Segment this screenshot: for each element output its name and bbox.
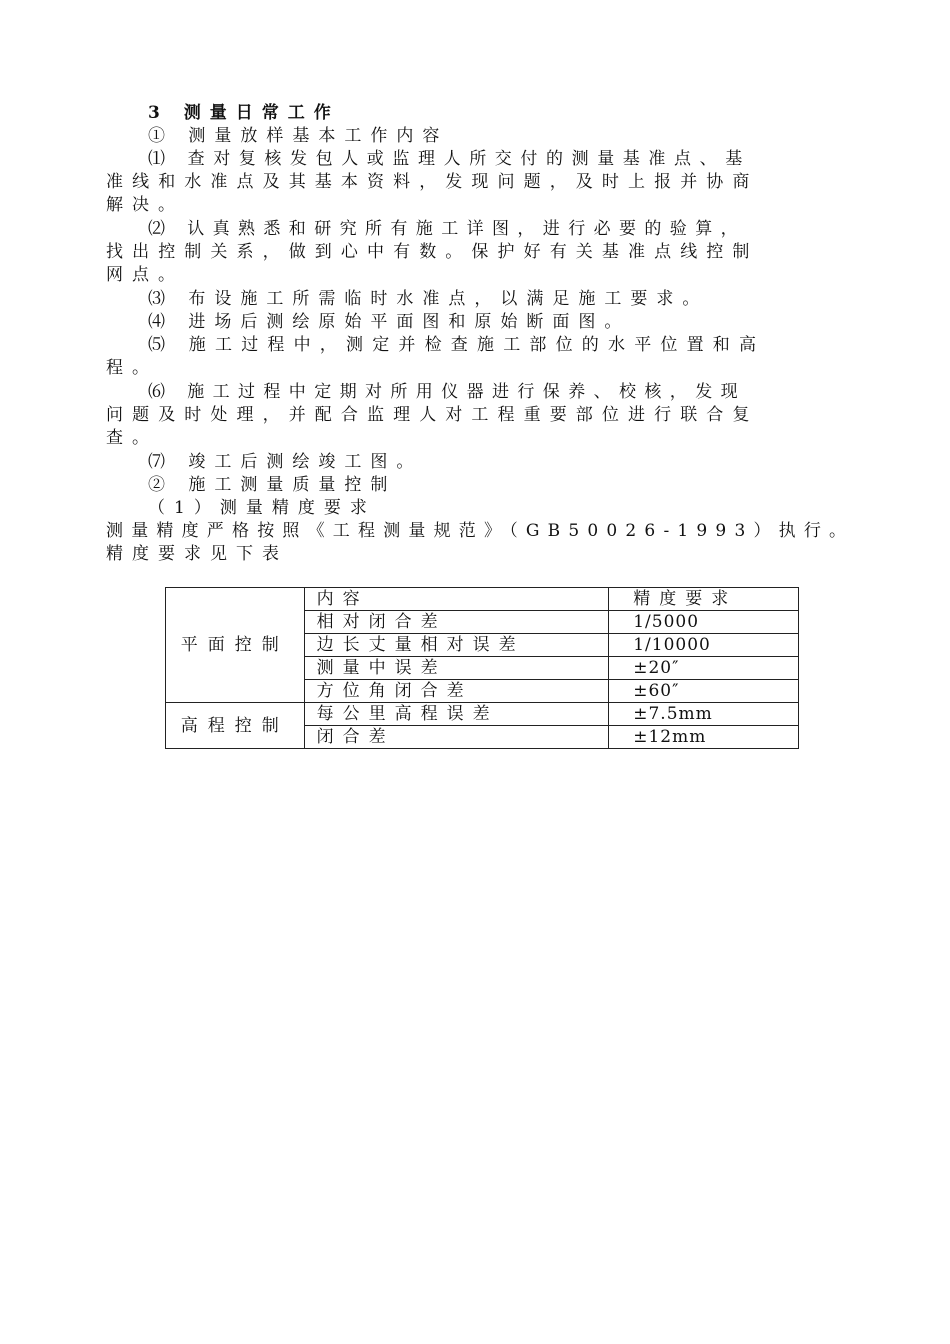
row-value: 1/10000 (609, 634, 799, 657)
row-item: 测量中误差 (304, 657, 609, 680)
precision-table (165, 587, 799, 749)
item-5-line-1: ⑸ 施工过程中，测定并检查施工部位的水平位置和高 (148, 335, 766, 355)
subheading-basic-work: ① 测量放样基本工作内容 (148, 126, 449, 146)
subheading-quality-control: ② 施工测量质量控制 (148, 475, 397, 495)
item-6-line-1: ⑹ 施工过程中定期对所用仪器进行保养、校核，发现 (148, 382, 747, 402)
header-requirement: 精度要求 (609, 588, 799, 611)
item-6-line-2: 问题及时处理，并配合监理人对工程重要部位进行联合复 (106, 405, 759, 425)
row-item: 每公里高程误差 (304, 703, 609, 726)
group-elevation-control: 高程控制 (166, 703, 305, 749)
table-row (166, 703, 799, 726)
row-item: 相对闭合差 (304, 611, 609, 634)
item-1-line-1: ⑴ 查对复核发包人或监理人所交付的测量基准点、基 (148, 149, 751, 169)
item-4: ⑷ 进场后测绘原始平面图和原始断面图。 (148, 312, 631, 332)
item-2-line-1: ⑵ 认真熟悉和研究所有施工详图，进行必要的验算， (148, 219, 747, 239)
item-1-line-3: 解决。 (106, 195, 184, 215)
section-heading: 3 测量日常工作 (148, 103, 340, 123)
row-item: 边长丈量相对误差 (304, 634, 609, 657)
item-2-line-2: 找出控制关系，做到心中有数。保护好有关基准点线控制 (106, 242, 759, 262)
row-item: 闭合差 (304, 726, 609, 749)
body-standard: 测量精度严格按照《工程测量规范》（GB50026-1993）执行。 (106, 521, 855, 541)
row-value: ±12mm (609, 726, 799, 749)
item-5-line-2: 程。 (106, 358, 158, 378)
row-value: ±7.5mm (609, 703, 799, 726)
table-header-row (166, 588, 799, 611)
item-3: ⑶ 布设施工所需临时水准点，以满足施工要求。 (148, 289, 709, 309)
row-value: ±60″ (609, 680, 799, 703)
subheading-precision: （1）测量精度要求 (148, 498, 376, 518)
row-value: 1/5000 (609, 611, 799, 634)
group-plane-control: 平面控制 (166, 588, 305, 703)
item-7: ⑺ 竣工后测绘竣工图。 (148, 452, 423, 472)
item-2-line-3: 网点。 (106, 265, 184, 285)
header-content: 内容 (304, 588, 609, 611)
item-1-line-2: 准线和水准点及其基本资料，发现问题，及时上报并协商 (106, 172, 759, 192)
item-6-line-3: 查。 (106, 428, 158, 448)
body-see-table: 精度要求见下表 (106, 544, 288, 564)
row-value: ±20″ (609, 657, 799, 680)
row-item: 方位角闭合差 (304, 680, 609, 703)
